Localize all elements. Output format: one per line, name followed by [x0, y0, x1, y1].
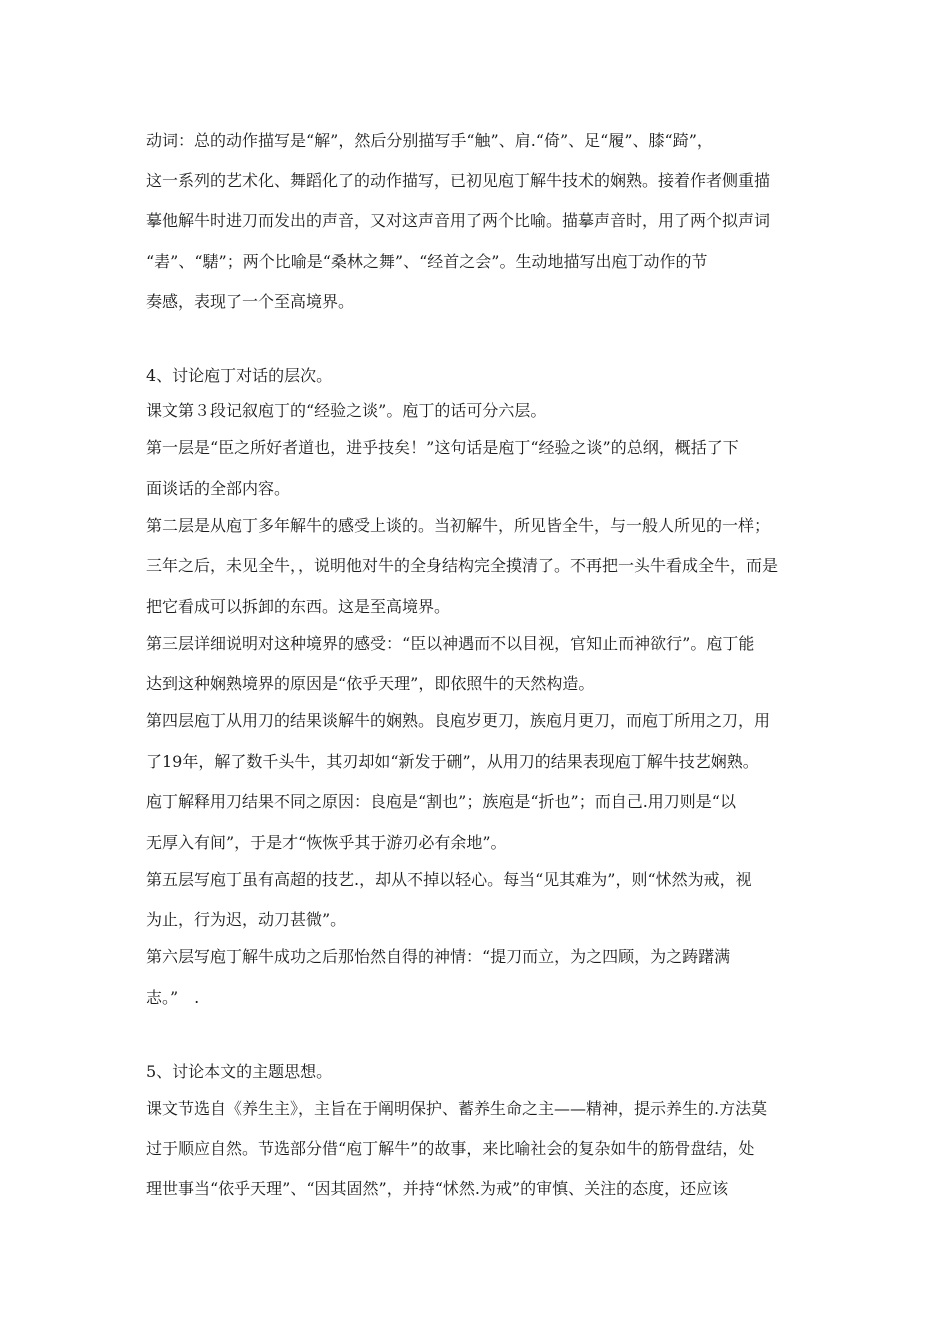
p4-line-15: 第六层写庖丁解牛成功之后那怡然自得的神情：“提刀而立，为之四顾，为之踌躇满	[146, 947, 731, 966]
p1-line-1: 动词：总的动作描写是“解”，然后分别描写手“触”、肩.“倚”、足“履”、膝“踦”，	[146, 131, 713, 150]
p5-line-1: 课文节选自《养生主》，主旨在于阐明保护、蓄养生命之主——精神，提示养生的.方法莫	[146, 1099, 768, 1118]
p4-line-16: 志。” .	[146, 988, 200, 1007]
p4-line-4: 第二层是从庖丁多年解牛的感受上谈的。当初解牛，所见皆全牛，与一般人所见的一样；	[146, 516, 771, 535]
p4-line-10: 了19年，解了数千头牛，其刃却如“新发于硎”，从用刀的结果表现庖丁解牛技艺娴熟。	[146, 752, 759, 771]
p1-line-5: 奏感，表现了一个至高境界。	[146, 292, 355, 311]
p4-line-3: 面谈话的全部内容。	[146, 479, 291, 498]
p5-line-2: 过于顺应自然。节选部分借“庖丁解牛”的故事，来比喻社会的复杂如牛的筋骨盘结，处	[146, 1139, 755, 1158]
p4-line-11: 庖丁解释用刀结果不同之原因：良庖是“割也”；族庖是“折也”；而自己.用刀则是“以	[146, 792, 736, 811]
p4-line-8: 达到这种娴熟境界的原因是“依乎天理”，即依照牛的天然构造。	[146, 674, 595, 693]
p4-line-9: 第四层庖丁从用刀的结果谈解牛的娴熟。良庖岁更刀，族庖月更刀，而庖丁所用之刀，用	[146, 711, 771, 730]
section-5-heading: 5、讨论本文的主题思想。	[146, 1062, 333, 1081]
p4-line-14: 为止，行为迟，动刀甚微”。	[146, 910, 347, 929]
p4-line-2: 第一层是“臣之所好者道也，进乎技矣！”这句话是庖丁“经验之谈”的总纲，概括了下	[146, 438, 739, 457]
p4-line-1: 课文第３段记叙庖丁的“经验之谈”。庖丁的话可分六层。	[146, 401, 547, 420]
p4-line-5: 三年之后，未见全牛，，说明他对牛的全身结构完全摸清了。不再把一头牛看成全牛，而是	[146, 556, 779, 575]
p1-line-4: “砉”、“騞”；两个比喻是“桑林之舞”、“经首之会”。生动地描写出庖丁动作的节	[146, 252, 708, 271]
p5-line-3: 理世事当“依乎天理”、“因其固然”，并持“怵然.为戒”的审慎、关注的态度，还应该	[146, 1179, 729, 1198]
section-4-heading: 4、讨论庖丁对话的层次。	[146, 366, 333, 385]
p1-line-2: 这一系列的艺术化、舞蹈化了的动作描写，已初见庖丁解牛技术的娴熟。接着作者侧重描	[146, 171, 771, 190]
p4-line-12: 无厚入有间”，于是才“恢恢乎其于游刃必有余地”。	[146, 833, 507, 852]
p1-line-3: 摹他解牛时进刀而发出的声音，又对这声音用了两个比喻。描摹声音时，用了两个拟声词	[146, 211, 771, 230]
p4-line-6: 把它看成可以拆卸的东西。这是至高境界。	[146, 597, 451, 616]
p4-line-7: 第三层详细说明对这种境界的感受：“臣以神遇而不以目视，官知止而神欲行”。庖丁能	[146, 634, 755, 653]
p4-line-13: 第五层写庖丁虽有高超的技艺.，却从不掉以轻心。每当“见其难为”，则“怵然为戒，视	[146, 870, 752, 889]
